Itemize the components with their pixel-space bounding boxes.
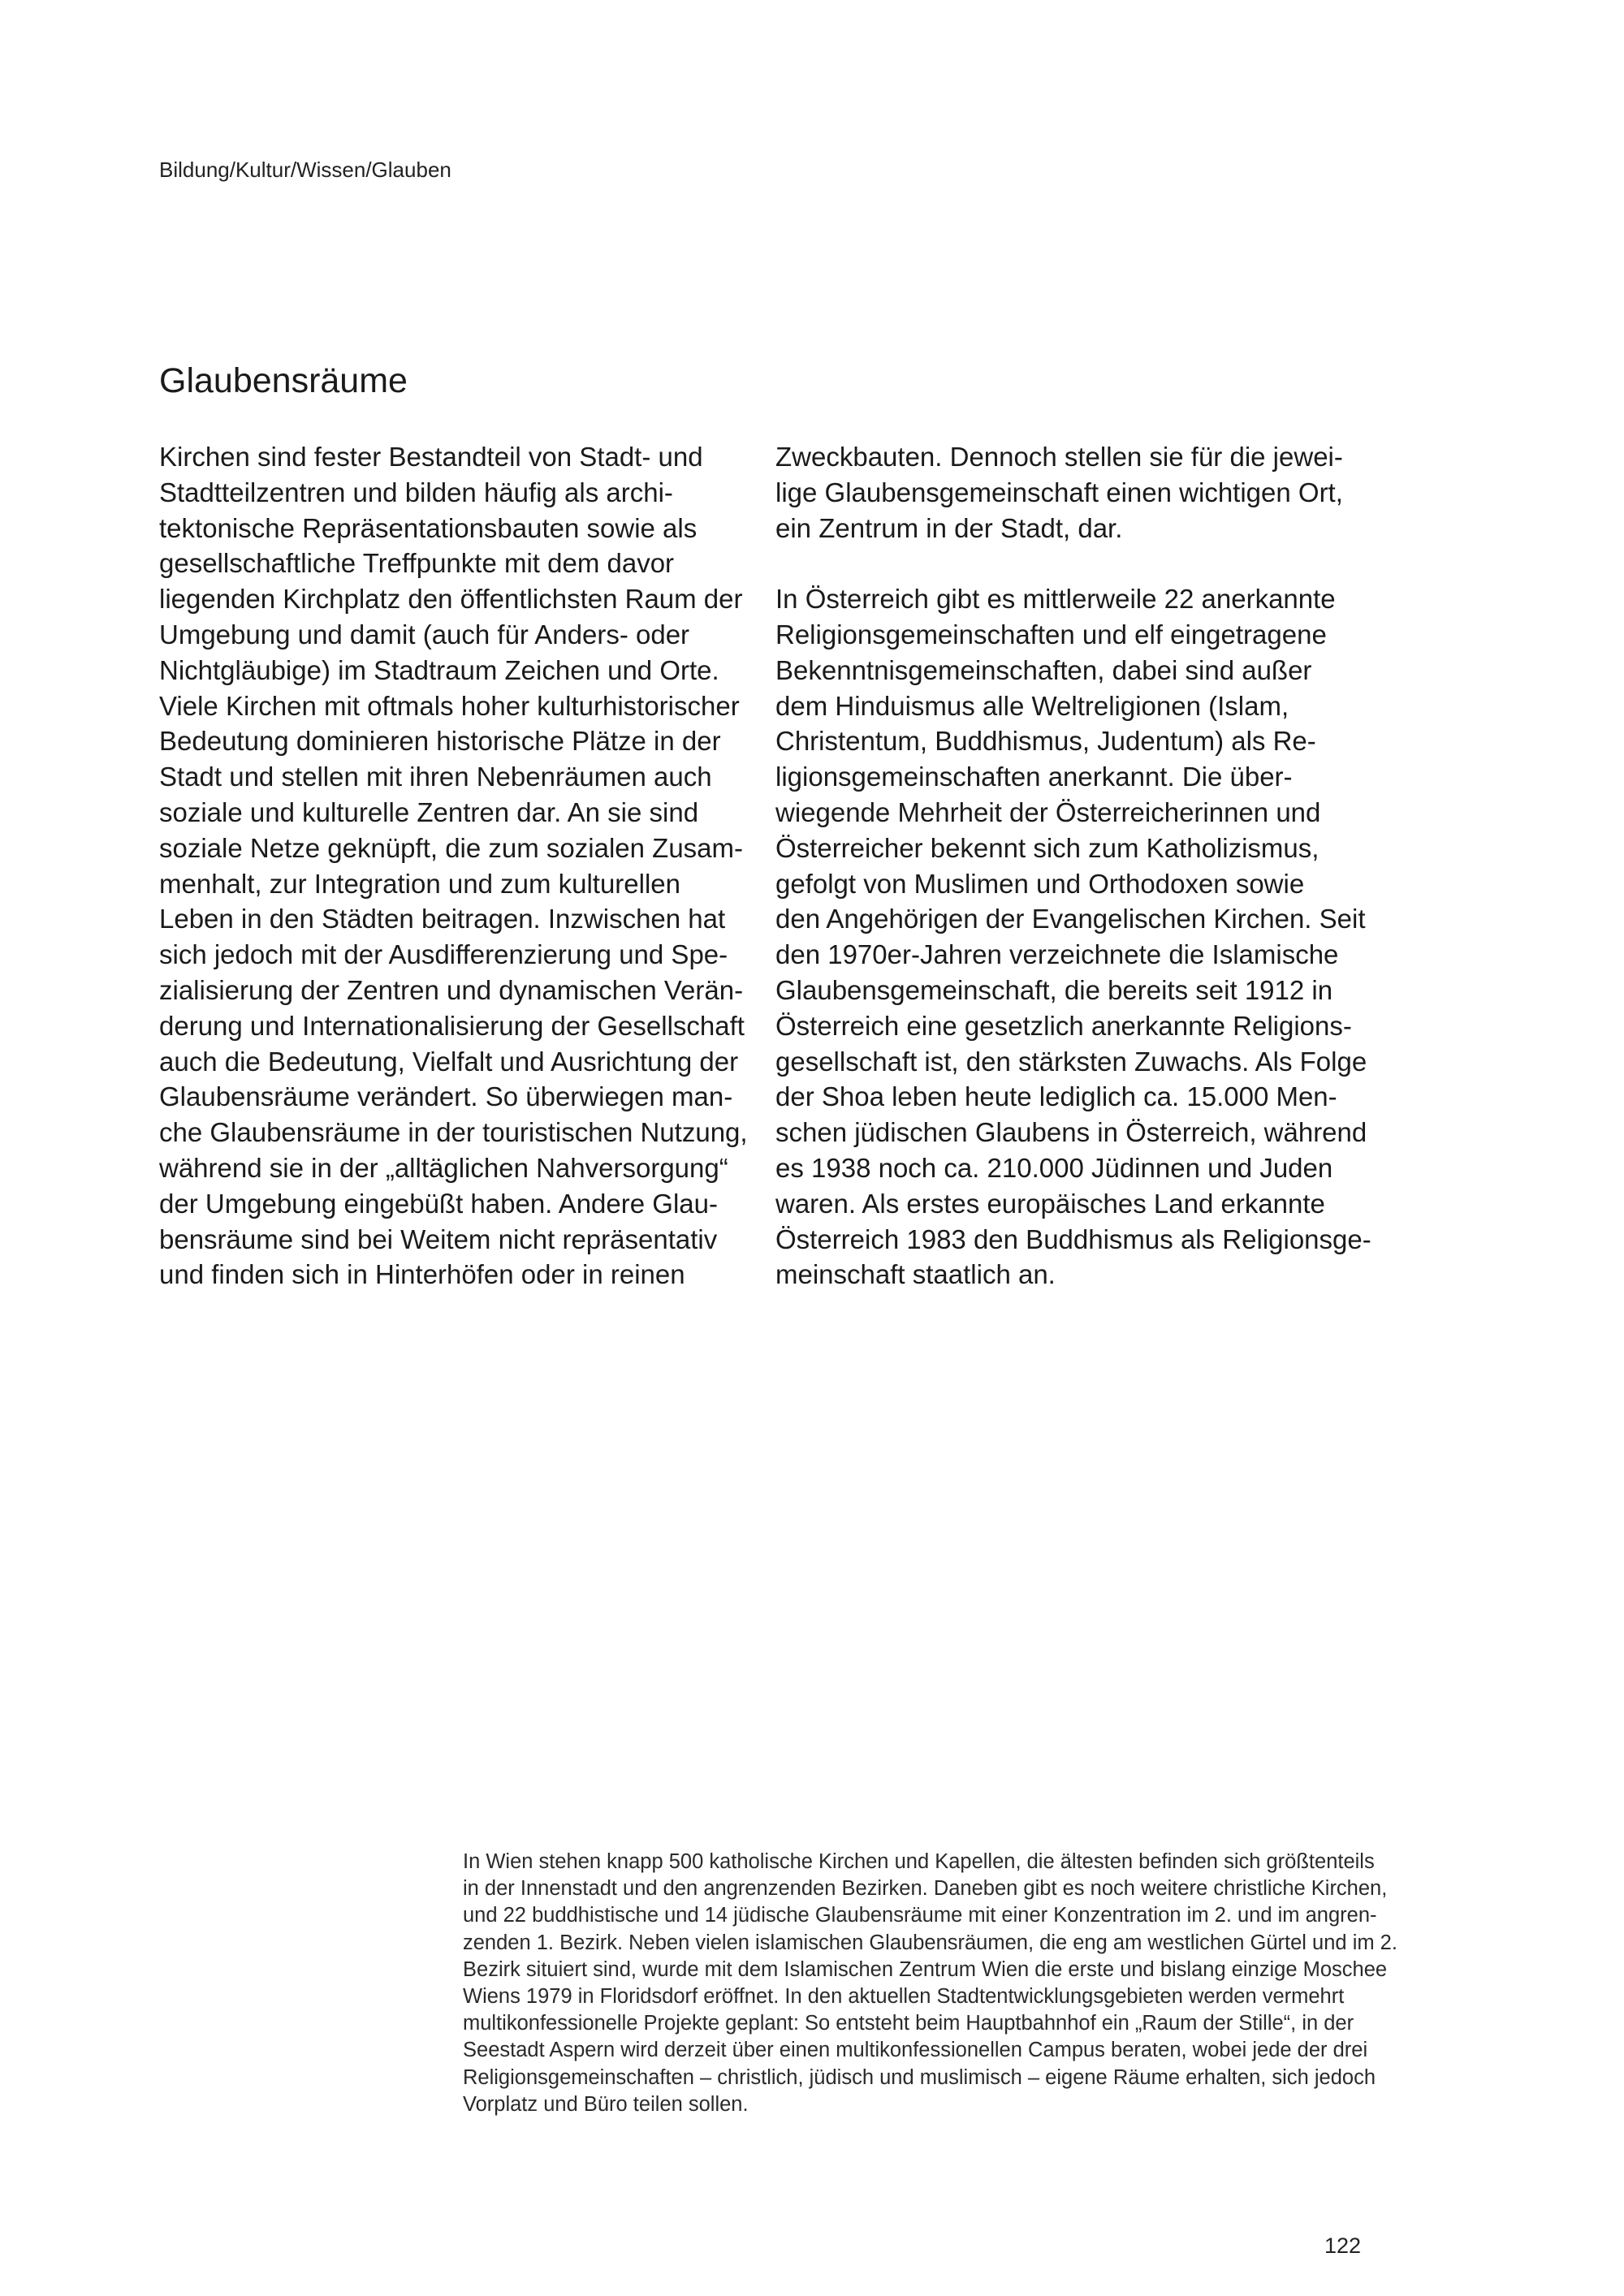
body-paragraph: Kirchen sind fester Bestandteil von Stadt- und Stadtteilzentren und bilden häufig als archi- tektonische Repräsentationsbauten sowie als gesellschaftliche Treffpunkte mit dem davor liegenden Kirchplatz den öffentlichsten Raum der Umgebung und damit (auch für Anders- oder Nichtgläubige) im Stadtraum Zeichen und Orte. Viele Kirchen mit oftmals hoher kulturhistorischer Bedeutung dominieren historische Plätze in der Stadt und stellen mit ihren Nebenräumen auch soziale und kulturelle Zentren dar. An sie sind soziale Netze geknüpft, die zum sozialen Zusam- menhalt, zur Integration und zum kulturellen Leben in den Städten beitragen. Inzwischen hat sich jedoch mit der Ausdifferenzierung und Spe- zialisierung der Zentren und dynamischen Verän- derung und Internationalisierung der Gesellschaft auch die Bedeutung, Vielfalt und Ausrichtung der Glaubensräume verändert. So überwiegen man- che Glaubensräume in der touristischen Nutzung, während sie in der „alltäglichen Nahversorgung“ der Umgebung eingebüßt haben. Andere Glau- bensräume sind bei Weitem nicht repräsentativ und finden sich in Hinterhöfen oder in reinen <box>159 442 748 1290</box>
paragraph-spacer <box>775 546 1384 581</box>
page-number: 122 <box>1324 2233 1361 2258</box>
page-title: Glaubensräume <box>159 361 408 400</box>
sidebar-note: In Wien stehen knapp 500 katholische Kirchen und Kapellen, die ältesten befinden sich größtenteils in der Innenstadt und den angrenzenden Bezirken. Daneben gibt es noch weitere christliche Kirchen, und 22 buddhistische und 14 jüdische Glaubensräume mit einer Konzentration im 2. und im angren- zenden 1. Bezirk. Neben vielen islamischen Glaubensräumen, die eng am westlichen Gürtel und im 2. Bezirk situiert sind, wurde mit dem Islamischen Zentrum Wien die erste und bislang einzige Moschee Wiens 1979 in Floridsdorf eröffnet. In den aktuellen Stadtentwicklungsgebieten werden vermehrt multikonfessionelle Projekte geplant: So entsteht beim Hauptbahnhof ein „Raum der Stille“, in der Seestadt Aspern wird derzeit über einen multikonfessionellen Campus beraten, wobei jede der drei Religionsgemeinschaften – christlich, jüdisch und muslimisch – eigene Räume erhalten, sich jedoch Vorplatz und Büro teilen sollen. <box>463 1850 1397 2116</box>
body-paragraph: Zweckbauten. Dennoch stellen sie für die jewei- lige Glaubensgemeinschaft einen wichtigen Ort, ein Zentrum in der Stadt, dar. <box>775 442 1343 543</box>
text-column-right <box>775 439 1384 1293</box>
running-header: Bildung/Kultur/Wissen/Glauben <box>159 158 451 182</box>
text-column-left <box>159 439 768 1293</box>
body-paragraph: In Österreich gibt es mittlerweile 22 anerkannte Religionsgemeinschaften und elf eingetragene Bekenntnisgemeinschaften, dabei sind außer dem Hinduismus alle Weltreligionen (Islam, Christentum, Buddhismus, Judentum) als Re- ligionsgemeinschaften anerkannt. Die über- wiegende Mehrheit der Österreicherinnen und Österreicher bekennt sich zum Katholizismus, gefolgt von Muslimen und Orthodoxen sowie den Angehörigen der Evangelischen Kirchen. Seit den 1970er-Jahren verzeichnete die Islamische Glaubensgemeinschaft, die bereits seit 1912 in Österreich eine gesetzlich anerkannte Religions- gesellschaft ist, den stärksten Zuwachs. Als Folge der Shoa leben heute lediglich ca. 15.000 Men- schen jüdischen Glaubens in Österreich, während es 1938 noch ca. 210.000 Jüdinnen und Juden waren. Als erstes europäisches Land erkannte Österreich 1983 den Buddhismus als Religionsge- meinschaft staatlich an. <box>775 584 1371 1290</box>
